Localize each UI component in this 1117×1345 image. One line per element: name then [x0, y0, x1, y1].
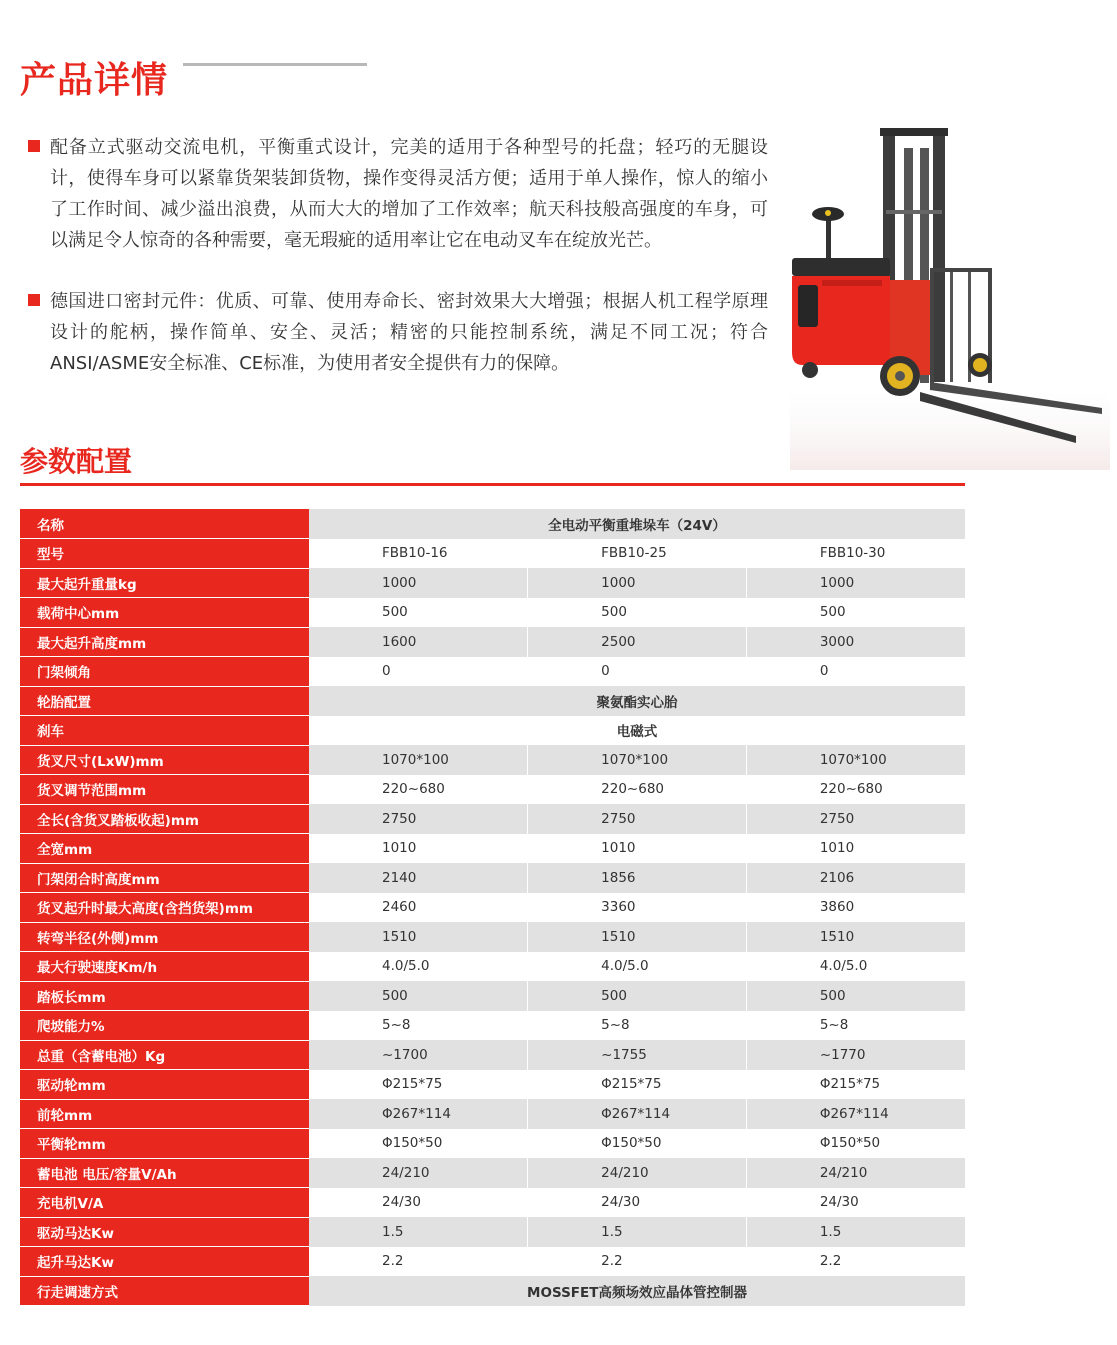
spec-value-merged: 电磁式: [309, 716, 965, 746]
spec-value: 500: [528, 981, 747, 1011]
description-paragraph-1: [28, 132, 768, 256]
spec-label: 货叉起升时最大高度(含挡货架)mm: [20, 893, 309, 923]
spec-label: 型号: [20, 539, 309, 569]
spec-value: 2750: [746, 804, 965, 834]
spec-value: 2.2: [746, 1247, 965, 1277]
table-row: [20, 627, 965, 657]
spec-value: 2500: [528, 627, 747, 657]
spec-value: 4.0/5.0: [746, 952, 965, 982]
spec-value: 3860: [746, 893, 965, 923]
spec-value: 3000: [746, 627, 965, 657]
spec-label: 前轮mm: [20, 1099, 309, 1129]
table-row: [20, 1099, 965, 1129]
spec-label: 最大起升重量kg: [20, 568, 309, 598]
spec-label: 全宽mm: [20, 834, 309, 864]
spec-value: Φ215*75: [309, 1070, 528, 1100]
spec-value: 2750: [528, 804, 747, 834]
paragraph-text: 配备立式驱动交流电机，平衡重式设计，完美的适用于各种型号的托盘；轻巧的无腿设计，使得车身可以紧靠货架装卸货物，操作变得灵活方便；适用于单人操作，惊人的缩小了工作时间、减少溢出浪费，从而大大的增加了工作效率；航天科技般高强度的车身，可以满足令人惊奇的各种需要，毫无瑕疵的适用率让它在电动叉车在绽放光芒。: [50, 137, 768, 251]
spec-label: 蓄电池 电压/容量V/Ah: [20, 1158, 309, 1188]
spec-value: 0: [746, 657, 965, 687]
table-row: [20, 1040, 965, 1070]
table-row: [20, 1011, 965, 1041]
spec-value: 500: [746, 981, 965, 1011]
spec-label: 最大起升高度mm: [20, 627, 309, 657]
table-row: [20, 1217, 965, 1247]
spec-value: Φ267*114: [309, 1099, 528, 1129]
spec-value: 220~680: [309, 775, 528, 805]
spec-value: 1600: [309, 627, 528, 657]
table-row: [20, 804, 965, 834]
table-row: [20, 568, 965, 598]
spec-value: 1070*100: [528, 745, 747, 775]
spec-value: 220~680: [528, 775, 747, 805]
spec-label: 爬坡能力%: [20, 1011, 309, 1041]
spec-value: 5~8: [528, 1011, 747, 1041]
table-row: [20, 716, 965, 746]
spec-value: ~1755: [528, 1040, 747, 1070]
spec-label: 货叉调节范围mm: [20, 775, 309, 805]
table-row: [20, 657, 965, 687]
table-row: [20, 1158, 965, 1188]
spec-value: 500: [746, 598, 965, 628]
spec-value: 3360: [528, 893, 747, 923]
paragraph-text: 德国进口密封元件：优质、可靠、使用寿命长、密封效果大大增强；根据人机工程学原理设计的舵柄，操作简单、安全、灵活；精密的只能控制系统，满足不同工况；符合ANSI/ASME安全标准、CE标准，为使用者安全提供有力的保障。: [50, 291, 768, 374]
spec-value: 500: [528, 598, 747, 628]
spec-value: 1856: [528, 863, 747, 893]
table-row: [20, 1276, 965, 1306]
spec-label: 刹车: [20, 716, 309, 746]
spec-value: 1000: [309, 568, 528, 598]
spec-value: Φ150*50: [746, 1129, 965, 1159]
spec-label: 充电机V/A: [20, 1188, 309, 1218]
table-row: [20, 863, 965, 893]
spec-value: 1.5: [746, 1217, 965, 1247]
spec-value: ~1770: [746, 1040, 965, 1070]
spec-value: Φ267*114: [528, 1099, 747, 1129]
forklift-product-image: [780, 120, 1110, 470]
spec-label: 驱动轮mm: [20, 1070, 309, 1100]
table-row: [20, 1188, 965, 1218]
spec-value: 1510: [528, 922, 747, 952]
spec-value: 24/30: [746, 1188, 965, 1218]
spec-value: 2460: [309, 893, 528, 923]
table-row: [20, 509, 965, 539]
spec-label: 货叉尺寸(LxW)mm: [20, 745, 309, 775]
spec-value: 220~680: [746, 775, 965, 805]
spec-label: 门架倾角: [20, 657, 309, 687]
spec-value: 1510: [746, 922, 965, 952]
table-row: [20, 745, 965, 775]
spec-value: 1000: [746, 568, 965, 598]
spec-value: 0: [528, 657, 747, 687]
spec-value: Φ150*50: [309, 1129, 528, 1159]
spec-value: 24/30: [528, 1188, 747, 1218]
title-divider: [183, 63, 367, 66]
product-details-title: 产品详情: [20, 60, 169, 101]
spec-value: 1070*100: [746, 745, 965, 775]
spec-label: 轮胎配置: [20, 686, 309, 716]
spec-value: 5~8: [746, 1011, 965, 1041]
table-row: [20, 922, 965, 952]
table-row: [20, 775, 965, 805]
square-bullet-icon: [28, 294, 40, 306]
spec-value: 1000: [528, 568, 747, 598]
spec-value: Φ150*50: [528, 1129, 747, 1159]
spec-value: FBB10-25: [528, 539, 747, 569]
spec-label: 最大行驶速度Km/h: [20, 952, 309, 982]
specifications-table: [20, 509, 965, 1306]
spec-value: 24/210: [746, 1158, 965, 1188]
spec-label: 全长(含货叉踏板收起)mm: [20, 804, 309, 834]
spec-value: 2.2: [309, 1247, 528, 1277]
table-row: [20, 893, 965, 923]
spec-value: 1010: [528, 834, 747, 864]
spec-label: 总重（含蓄电池）Kg: [20, 1040, 309, 1070]
spec-value: 1.5: [309, 1217, 528, 1247]
spec-label: 平衡轮mm: [20, 1129, 309, 1159]
spec-value: Φ215*75: [528, 1070, 747, 1100]
table-row: [20, 834, 965, 864]
spec-value: 1010: [309, 834, 528, 864]
spec-value-merged: MOSSFET高频场效应晶体管控制器: [309, 1276, 965, 1306]
spec-value: FBB10-30: [746, 539, 965, 569]
spec-value: Φ267*114: [746, 1099, 965, 1129]
spec-label: 驱动马达Kw: [20, 1217, 309, 1247]
spec-label: 转弯半径(外侧)mm: [20, 922, 309, 952]
spec-value: FBB10-16: [309, 539, 528, 569]
square-bullet-icon: [28, 140, 40, 152]
specifications-title: 参数配置: [20, 445, 133, 478]
spec-value: 2.2: [528, 1247, 747, 1277]
table-row: [20, 1247, 965, 1277]
spec-label: 起升马达Kw: [20, 1247, 309, 1277]
table-row: [20, 539, 965, 569]
spec-value: 4.0/5.0: [528, 952, 747, 982]
spec-value: 2750: [309, 804, 528, 834]
spec-label: 门架闭合时高度mm: [20, 863, 309, 893]
spec-value: 1510: [309, 922, 528, 952]
spec-value: 1010: [746, 834, 965, 864]
spec-value: 2106: [746, 863, 965, 893]
spec-label: 行走调速方式: [20, 1276, 309, 1306]
table-row: [20, 1070, 965, 1100]
spec-value: 2140: [309, 863, 528, 893]
spec-value-merged: 全电动平衡重堆垛车（24V）: [309, 509, 965, 539]
specifications-divider: [20, 483, 965, 486]
spec-value: 0: [309, 657, 528, 687]
table-row: [20, 952, 965, 982]
description-paragraph-2: [28, 286, 768, 379]
spec-value-merged: 聚氨酯实心胎: [309, 686, 965, 716]
spec-value: 500: [309, 981, 528, 1011]
spec-value: 5~8: [309, 1011, 528, 1041]
table-row: [20, 598, 965, 628]
table-row: [20, 981, 965, 1011]
spec-value: 4.0/5.0: [309, 952, 528, 982]
spec-value: 24/30: [309, 1188, 528, 1218]
table-row: [20, 1129, 965, 1159]
spec-value: Φ215*75: [746, 1070, 965, 1100]
spec-value: 24/210: [528, 1158, 747, 1188]
spec-value: 1070*100: [309, 745, 528, 775]
spec-label: 名称: [20, 509, 309, 539]
table-row: [20, 686, 965, 716]
spec-value: ~1700: [309, 1040, 528, 1070]
spec-value: 500: [309, 598, 528, 628]
spec-label: 载荷中心mm: [20, 598, 309, 628]
spec-value: 24/210: [309, 1158, 528, 1188]
spec-value: 1.5: [528, 1217, 747, 1247]
spec-label: 踏板长mm: [20, 981, 309, 1011]
